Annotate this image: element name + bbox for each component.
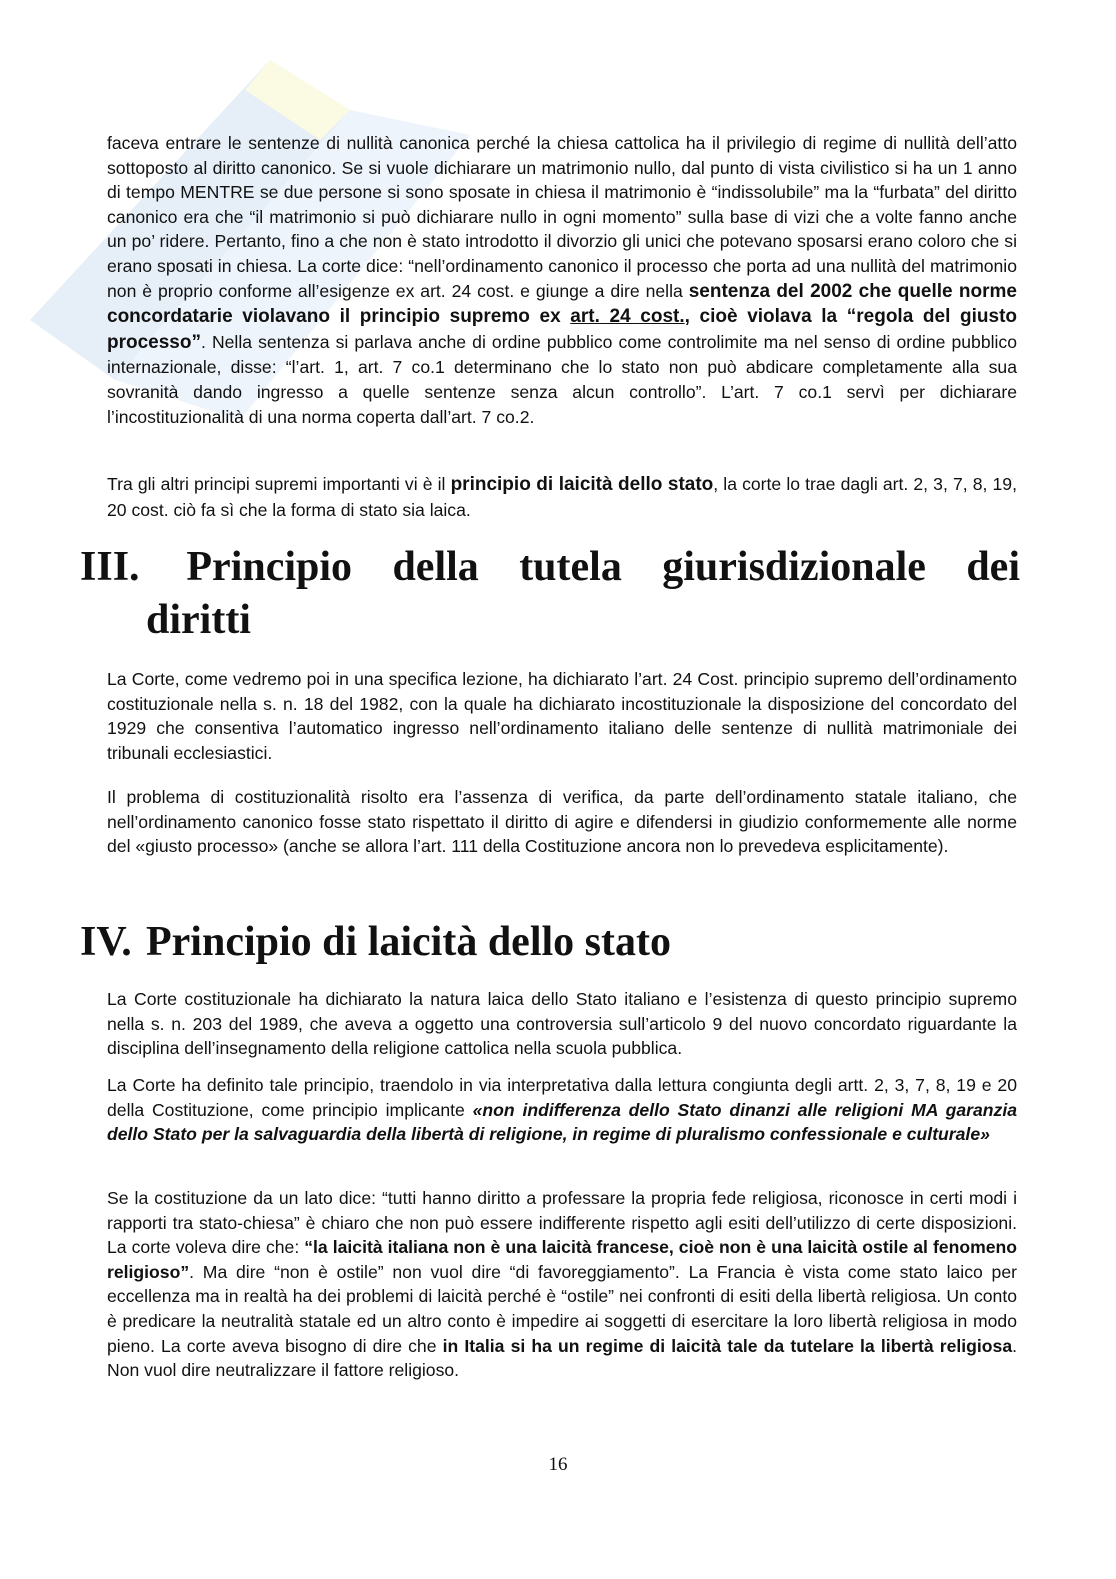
page-number: 16: [548, 1454, 568, 1475]
bold-run: in Italia si ha un regime di laicità tale da tutelare la libertà religiosa: [442, 1335, 1013, 1356]
text-run: , la corte lo trae dagli art. 2, 3, 7, 8, 19, 20 cost. ciò fa sì che la forma di stato sia laica.: [107, 474, 1017, 520]
text-run: Tra gli altri principi supremi importanti vi è il: [107, 474, 451, 494]
text-run: . Nella sentenza si parlava anche di ordine pubblico come controlimite ma nel senso di ordine pubblico internazionale, disse: “l’art. 1, art. 7 co.1 determinano che lo stato non può abdicare completamente alla sua sovranità dando ingresso a quelle sentenze senza alcun controllo”. L’art. 7 co.1 servì per dichiarare l’incostituzionalità di una norma coperta dall’art. 7 co.2.: [107, 331, 1017, 427]
text-run: La Corte ha definito tale principio, traendolo in via interpretativa dalla lettura congiunta degli artt. 2, 3, 7, 8, 19 e 20 della Costituzione, come principio implicante: [107, 1075, 1017, 1120]
section-heading-iv: [80, 916, 1020, 969]
heading-word: giurisdizionale: [662, 544, 926, 590]
bold-run: sentenza del 2002 che quelle norme: [688, 280, 1017, 302]
heading-number: III.: [80, 544, 140, 590]
heading-word: dei: [966, 544, 1020, 590]
heading-number: IV.: [80, 919, 132, 965]
paragraph-principle-definition: [107, 1073, 1017, 1147]
heading-line: [80, 594, 1020, 647]
heading-title: Principio di laicità dello stato: [146, 919, 671, 965]
heading-word: diritti: [146, 597, 251, 643]
paragraph-french-comparison: [107, 1186, 1017, 1383]
section-heading-iii: [80, 541, 1020, 647]
paragraph-constitutionality: Il problema di costituzionalità risolto era l’assenza di verifica, da parte dell’ordinamento statale italiano, che nell’ordinamento canonico fosse stato rispettato il diritto di agire e difendersi in giudizio conformemente alle norme del «giusto processo» (anche se allora l’art. 111 della Costituzione ancora non lo prevedeva esplicitamente).: [107, 787, 1017, 857]
text-run: . Non vuol dire neutralizzare il fattore religioso.: [107, 1335, 1017, 1381]
paragraph-supreme-principles: [107, 472, 1017, 522]
bold-run: , cioè violava la “regola del giusto processo”: [107, 306, 1017, 353]
bold-italic-quote: «non indifferenza dello Stato dinanzi alle religioni MA garanzia dello Stato per la salvaguardia della libertà di religione, in regime di pluralismo confessionale e culturale»: [107, 1099, 1017, 1145]
heading-word: Principio: [186, 544, 353, 590]
heading-word: della: [392, 544, 479, 590]
text-run: faceva entrare le sentenze di nullità canonica perché la chiesa cattolica ha il privilegio di regime di nullità dell’atto sottoposto al diritto canonico. Se si vuole dichiarare un matrimonio nullo, dal punto di vista civilistico si ha un 1 anno di tempo MENTRE se due persone si sono sposate in chiesa il matrimonio è “indissolubile” ma la “furbata” del diritto canonico era che “il matrimonio si può dichiarare nullo in ogni momento” sulla base di vizi che a volte fanno anche un po’ ridere. Pertanto, fino a che non è stato introdotto il divorzio gli unici che potevano sposarsi erano coloro che si erano sposati in chiesa. La corte dice: “nell’ordinamento canonico il processo che porta ad una nullità del matrimonio non è proprio conforme all’esigenze ex art. 24 cost. e giunge a dire nella: [107, 133, 1017, 301]
text-run: Se la costituzione da un lato dice: “tutti hanno diritto a professare la propria fede religiosa, riconosce in certi modi i rapporti tra stato-chiesa” è chiaro che non può essere indifferente rispetto agli esiti dell’utilizzo di certe disposizioni. La corte voleva dire che:: [107, 1188, 1017, 1258]
bold-run: concordatarie violavano il principio supremo ex: [107, 306, 571, 328]
bold-run: “la laicità italiana non è una laicità francese, cioè non è una laicità ostile al fenomeno religioso”: [107, 1237, 1018, 1282]
bold-run: principio di laicità dello stato: [450, 474, 714, 495]
paragraph-nullity: [107, 131, 1017, 429]
text-run: . Ma dire “non è ostile” non vuol dire “di favoreggiamento”. La Francia è vista come stato laico per eccellenza ma in realtà ha dei problemi di laicità perché è “ostile” nei confronti di esiti della libertà religiosa. Un conto è predicare la neutralità statale ed un altro conto è impedire ai soggetti di esercitare la loro libertà religiosa in modo pieno. La corte aveva bisogno di dire che: [107, 1261, 1017, 1356]
heading-line: [80, 541, 1020, 594]
paragraph-secular-state: La Corte costituzionale ha dichiarato la natura laica dello Stato italiano e l’esistenza di questo principio supremo nella s. n. 203 del 1989, che aveva a oggetto una controversia sull’articolo 9 del nuovo concordato riguardante la disciplina dell’insegnamento della religione cattolica nella scuola pubblica.: [107, 989, 1017, 1059]
heading-word: tutela: [519, 544, 622, 590]
underlined-citation: art. 24 cost.: [570, 306, 685, 328]
paragraph-article-24: La Corte, come vedremo poi in una specifica lezione, ha dichiarato l’art. 24 Cost. principio supremo dell’ordinamento costituzionale nella s. n. 18 del 1982, con la quale ha dichiarato incostituzionale la disposizione del concordato del 1929 che consentiva l’automatico ingresso nell’ordinamento italiano delle sentenze di nullità matrimoniale dei tribunali ecclesiastici.: [107, 669, 1017, 763]
